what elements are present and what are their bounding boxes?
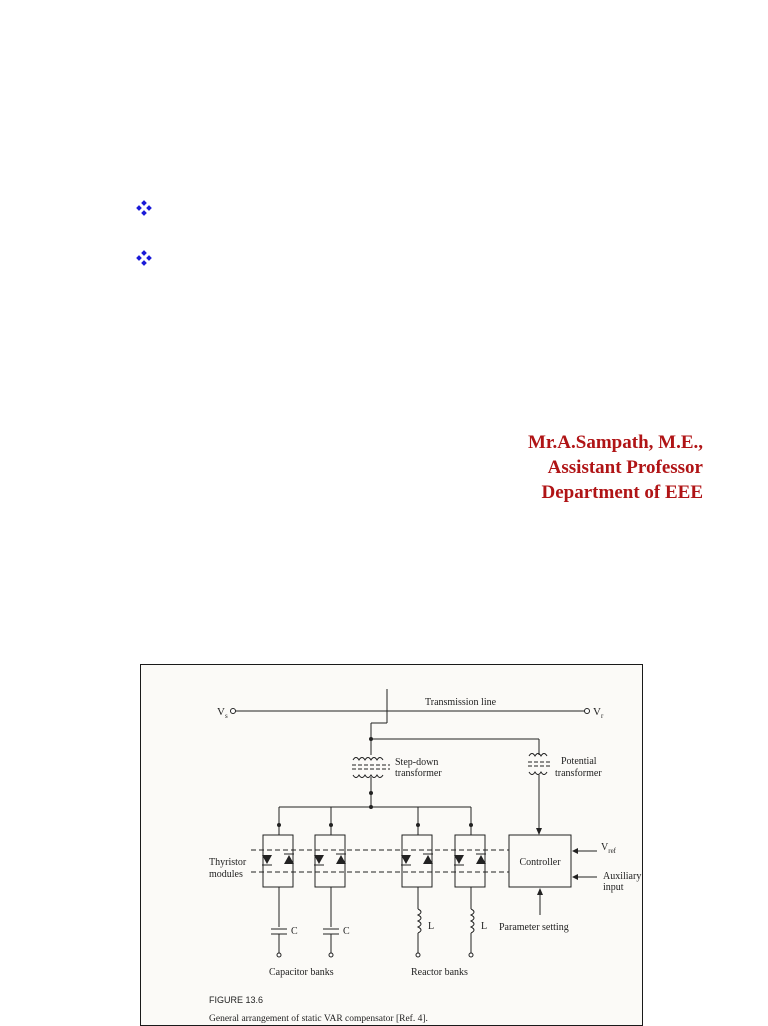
thyristor-module-2: [314, 807, 346, 957]
author-block: [528, 430, 703, 505]
vr-label: $V_r$: [593, 706, 604, 720]
vref-label: $V_{ref}$: [601, 842, 617, 855]
potential-label-2: transformer: [555, 768, 602, 779]
bullet-diamond-icon-2: [136, 250, 152, 266]
figure-number: FIGURE 13.6: [209, 995, 264, 1005]
svc-diagram-figure: [140, 664, 643, 1026]
potential-transformer: [528, 754, 550, 775]
cap-label-1: C: [291, 926, 298, 937]
author-title: Assistant Professor: [547, 457, 703, 478]
step-down-label-1: Step-down: [395, 757, 439, 768]
svc-diagram: [141, 665, 643, 1026]
thyristor-label-2: modules: [209, 869, 243, 880]
ind-label-2: L: [481, 921, 488, 932]
transmission-line-label: Transmission line: [425, 697, 497, 708]
aux-label-2: input: [603, 882, 624, 893]
cap-label-2: C: [343, 926, 350, 937]
thyristor-module-4: [454, 807, 486, 957]
reactor-banks-label: Reactor banks: [411, 967, 468, 978]
aux-label-1: Auxiliary: [603, 871, 642, 882]
thyristor-module-3: [401, 807, 433, 957]
controller-label: Controller: [519, 857, 561, 868]
step-down-label-2: transformer: [395, 768, 442, 779]
vr-terminal: [585, 709, 590, 714]
figure-caption: General arrangement of static VAR compensator [Ref. 4].: [209, 1014, 428, 1024]
ind-label-1: L: [428, 921, 435, 932]
author-name: Mr.A.Sampath, M.E.,: [527, 432, 703, 453]
vs-terminal: [231, 709, 236, 714]
capacitor-banks-label: Capacitor banks: [269, 967, 334, 978]
author-department: Department of EEE: [541, 482, 703, 503]
step-down-transformer: [352, 758, 390, 778]
vs-label: $V_s$: [217, 706, 228, 720]
thyristor-label-1: Thyristor: [209, 857, 247, 868]
potential-label-1: Potential: [561, 756, 597, 767]
bullet-diamond-icon-1: [136, 200, 152, 216]
thyristor-module-1: [262, 807, 294, 957]
parameter-setting-label: Parameter setting: [499, 922, 569, 933]
